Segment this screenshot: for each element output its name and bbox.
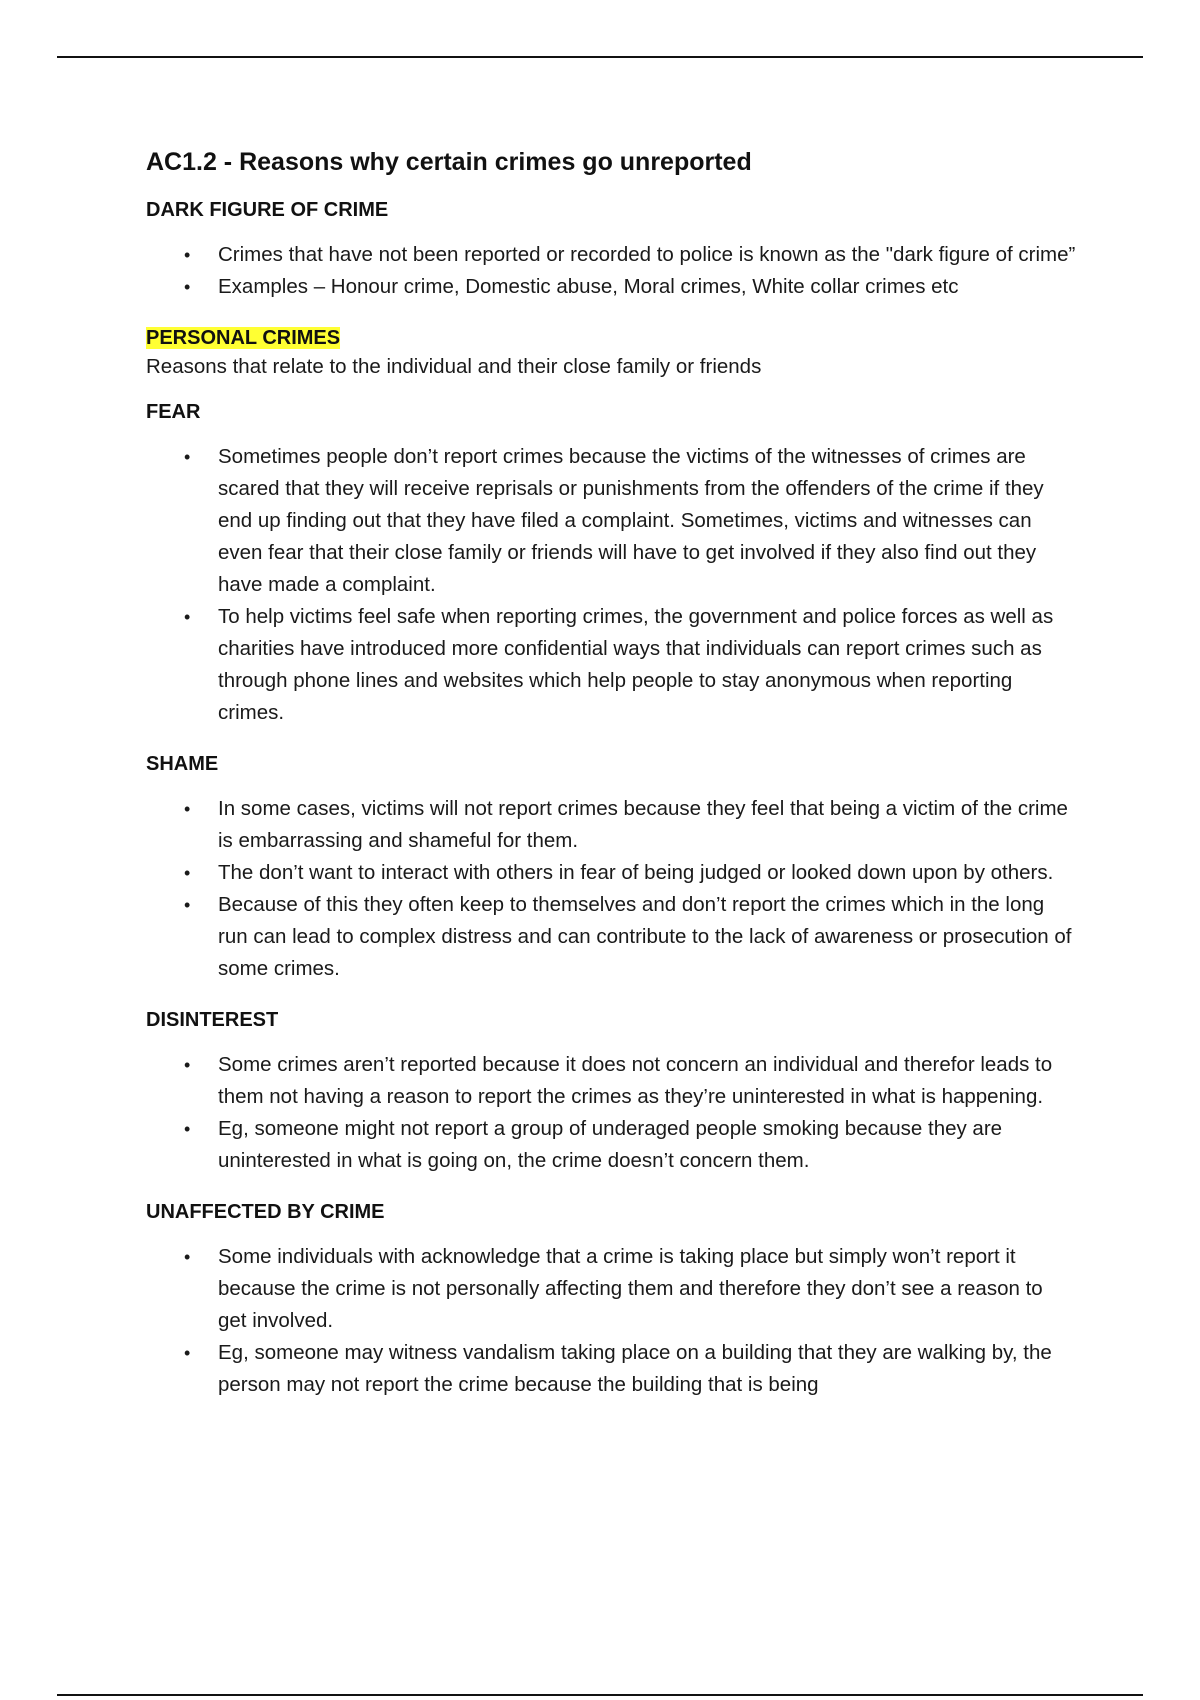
list-item-text: To help victims feel safe when reporting crimes, the government and police forces as well as charities have introduced more confidential ways that individuals can report crimes such as through phone lines and websites which help people to stay anonymous when reporting crimes.	[218, 604, 1054, 724]
disinterest-list	[146, 1049, 1076, 1177]
fear-list	[146, 441, 1076, 729]
list-item	[146, 857, 1076, 889]
shame-list	[146, 793, 1076, 985]
list-item-text: Some individuals with acknowledge that a crime is taking place but simply won’t report it because the crime is not personally affecting them and therefore they don’t see a reason to get involved.	[218, 1244, 1043, 1332]
highlighted-heading: PERSONAL CRIMES	[146, 326, 341, 349]
bullet-icon: •	[184, 244, 191, 265]
list-item-text: Eg, someone may witness vandalism taking place on a building that they are walking by, the person may not report the crime because the building that is being	[218, 1340, 1052, 1396]
document-body	[146, 136, 1076, 1401]
personal-crimes-intro: Reasons that relate to the individual and their close family or friends	[146, 354, 762, 378]
section-heading-dark-figure: DARK FIGURE OF CRIME	[146, 198, 389, 221]
list-item-text: Some crimes aren’t reported because it does not concern an individual and therefor leads to them not having a reason to report the crimes as they’re uninterested in what is happening.	[218, 1052, 1053, 1108]
section-heading-fear: FEAR	[146, 400, 201, 423]
bullet-icon: •	[184, 798, 191, 819]
list-item-text: Because of this they often keep to themselves and don’t report the crimes which in the long run can lead to complex distress and can contribute to the lack of awareness or prosecution of some crimes.	[218, 892, 1072, 980]
list-item	[146, 1337, 1076, 1401]
list-item	[146, 1113, 1076, 1177]
list-item-text: In some cases, victims will not report crimes because they feel that being a victim of the crime is embarrassing and shameful for them.	[218, 796, 1068, 852]
dark-figure-list	[146, 239, 1076, 303]
list-item	[146, 889, 1076, 985]
list-item-text: The don’t want to interact with others in fear of being judged or looked down upon by others.	[218, 860, 1054, 884]
list-item	[146, 1049, 1076, 1113]
bullet-icon: •	[184, 1246, 191, 1267]
list-item	[146, 239, 1076, 271]
bullet-icon: •	[184, 1118, 191, 1139]
document-title: AC1.2 - Reasons why certain crimes go unreported	[146, 148, 752, 176]
list-item	[146, 793, 1076, 857]
list-item-text: Sometimes people don’t report crimes because the victims of the witnesses of crimes are scared that they will receive reprisals or punishments from the offenders of the crime if they end up finding out that they have filed a complaint. Sometimes, victims and witnesses can even fear that their close family or friends will have to get involved if they also find out they have made a complaint.	[218, 444, 1044, 596]
bullet-icon: •	[184, 862, 191, 883]
section-heading-unaffected: UNAFFECTED BY CRIME	[146, 1200, 385, 1223]
footer-rule	[57, 1694, 1143, 1696]
list-item-text: Eg, someone might not report a group of underaged people smoking because they are uninterested in what is going on, the crime doesn’t concern them.	[218, 1116, 1003, 1172]
section-heading-disinterest: DISINTEREST	[146, 1008, 279, 1031]
list-item	[146, 601, 1076, 729]
list-item	[146, 271, 1076, 303]
bullet-icon: •	[184, 1054, 191, 1075]
bullet-icon: •	[184, 894, 191, 915]
unaffected-list	[146, 1241, 1076, 1401]
section-heading-personal-crimes	[146, 325, 1076, 351]
bullet-icon: •	[184, 606, 191, 627]
header-rule	[57, 56, 1143, 58]
bullet-icon: •	[184, 276, 191, 297]
list-item	[146, 441, 1076, 601]
bullet-icon: •	[184, 1342, 191, 1363]
bullet-icon: •	[184, 446, 191, 467]
list-item	[146, 1241, 1076, 1337]
list-item-text: Examples – Honour crime, Domestic abuse, Moral crimes, White collar crimes etc	[218, 274, 959, 298]
section-heading-shame: SHAME	[146, 752, 219, 775]
list-item-text: Crimes that have not been reported or recorded to police is known as the "dark figure of crime”	[218, 242, 1076, 266]
